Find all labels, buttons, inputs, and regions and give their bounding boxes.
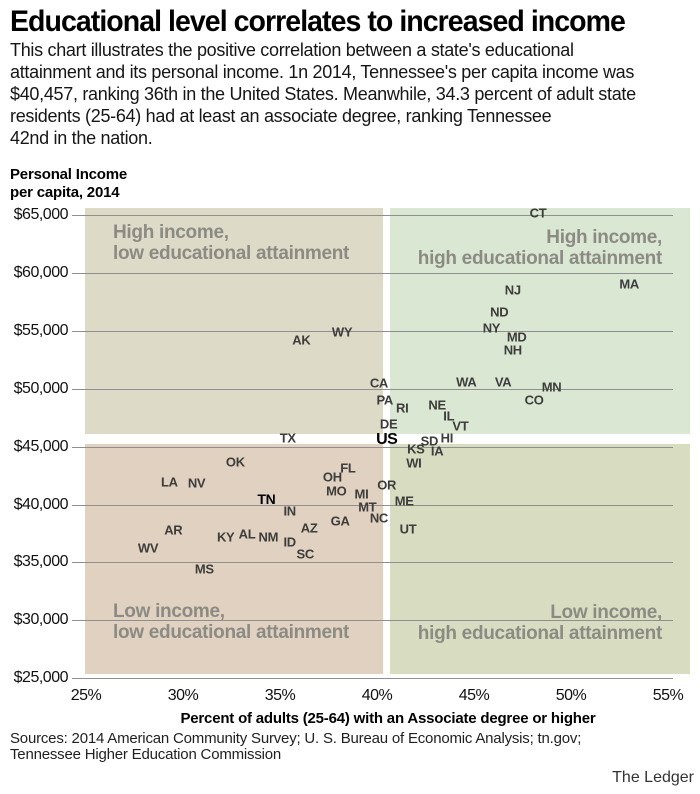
state-point-NV: NV bbox=[187, 475, 206, 491]
state-point-OH: OH bbox=[322, 469, 342, 485]
state-point-AZ: AZ bbox=[300, 520, 318, 536]
quadrant-label-bottom-left bbox=[113, 601, 349, 643]
state-point-WY: WY bbox=[331, 324, 353, 340]
state-point-DE: DE bbox=[379, 416, 398, 432]
state-point-UT: UT bbox=[399, 521, 417, 537]
quadrant-label-line: High income, bbox=[546, 227, 662, 248]
state-point-AL: AL bbox=[238, 526, 256, 542]
x-tick-label: 25% bbox=[70, 687, 102, 704]
y-tick-label: $60,000 bbox=[13, 264, 68, 281]
state-point-NH: NH bbox=[503, 342, 522, 358]
state-point-WI: WI bbox=[406, 455, 422, 471]
gridline-60000 bbox=[72, 273, 673, 274]
state-point-OK: OK bbox=[225, 454, 245, 470]
x-tick-label: 55% bbox=[652, 687, 684, 704]
us-average-point: US bbox=[376, 430, 398, 448]
state-point-WV: WV bbox=[137, 540, 159, 556]
x-tick-label: 35% bbox=[264, 687, 296, 704]
state-point-NE: NE bbox=[428, 397, 446, 413]
quadrant-label-line: Low income, bbox=[550, 602, 662, 623]
y-tick-label: $50,000 bbox=[13, 380, 68, 397]
text-line: Personal Income bbox=[10, 166, 128, 183]
credit-byline: The Ledger bbox=[612, 769, 694, 786]
quadrant-label-top-left bbox=[113, 222, 349, 264]
state-point-TX: TX bbox=[279, 430, 296, 446]
state-point-CA: CA bbox=[369, 375, 389, 391]
x-tick-label: 30% bbox=[167, 687, 199, 704]
quadrant-label-top-right bbox=[418, 227, 662, 269]
x-axis-title: Percent of adults (25-64) with an Associate degree or higher bbox=[180, 710, 596, 727]
x-tick-label: 45% bbox=[458, 687, 490, 704]
state-point-MS: MS bbox=[194, 561, 214, 577]
state-point-ME: ME bbox=[394, 493, 414, 509]
quadrant-label-line: high educational attainment bbox=[417, 248, 662, 269]
gridline-25000 bbox=[72, 678, 673, 679]
state-point-HI: HI bbox=[440, 430, 454, 446]
x-tick-label: 40% bbox=[361, 687, 393, 704]
state-point-PA: PA bbox=[376, 392, 393, 408]
state-point-IN: IN bbox=[283, 503, 296, 519]
state-point-MD: MD bbox=[506, 329, 527, 345]
state-point-MN: MN bbox=[541, 379, 562, 395]
quadrant-label-line: low educational attainment bbox=[113, 243, 350, 264]
quadrant-label-line: Low income, bbox=[113, 601, 225, 622]
state-point-IA: IA bbox=[430, 443, 444, 459]
state-point-RI: RI bbox=[396, 400, 409, 416]
text-line: $40,457, ranking 36th in the United States. Meanwhile, 34.3 percent of adult state bbox=[10, 84, 636, 104]
text-line: attainment and its personal income. 1n 2014, Tennessee's per capita income was bbox=[10, 62, 635, 82]
state-point-KY: KY bbox=[216, 529, 235, 545]
gridline-55000 bbox=[72, 331, 673, 332]
text-line: This chart illustrates the positive correlation between a state's educational bbox=[10, 40, 574, 60]
gridline-65000 bbox=[72, 215, 673, 216]
state-point-SD: SD bbox=[420, 433, 439, 449]
y-tick-label: $55,000 bbox=[13, 322, 68, 339]
state-point-SC: SC bbox=[296, 546, 314, 562]
quadrant-label-line: High income, bbox=[113, 222, 229, 243]
state-point-NY: NY bbox=[482, 320, 501, 336]
y-tick-label: $25,000 bbox=[13, 669, 68, 686]
text-line: Sources: 2014 American Community Survey; U. S. Bureau of Economic Analysis; tn.gov; bbox=[10, 730, 582, 747]
state-point-CT: CT bbox=[529, 205, 547, 221]
state-point-CO: CO bbox=[524, 392, 544, 408]
state-point-VA: VA bbox=[494, 374, 512, 390]
state-point-LA: LA bbox=[161, 474, 178, 490]
text-line: residents (25-64) had at least an associate degree, ranking Tennessee bbox=[10, 106, 552, 126]
gridline-35000 bbox=[72, 562, 673, 563]
text-line: per capita, 2014 bbox=[10, 184, 120, 201]
state-point-MT: MT bbox=[358, 499, 377, 515]
y-tick-label: $65,000 bbox=[13, 206, 68, 223]
x-tick-label: 50% bbox=[555, 687, 587, 704]
state-point-IL: IL bbox=[443, 408, 455, 424]
state-point-AR: AR bbox=[164, 522, 183, 538]
state-point-KS: KS bbox=[407, 441, 425, 457]
state-point-MI: MI bbox=[354, 486, 369, 502]
quadrant-label-line: low educational attainment bbox=[113, 622, 350, 643]
y-tick-label: $45,000 bbox=[13, 438, 68, 455]
sources-text bbox=[10, 731, 581, 763]
state-point-ID: ID bbox=[283, 534, 296, 550]
state-point-MA: MA bbox=[619, 276, 639, 292]
state-point-AK: AK bbox=[292, 332, 311, 348]
page-title: Educational level correlates to increased income bbox=[10, 5, 625, 38]
state-point-NJ: NJ bbox=[504, 282, 521, 298]
state-point-ND: ND bbox=[490, 304, 509, 320]
state-point-NM: NM bbox=[258, 529, 279, 545]
y-tick-label: $35,000 bbox=[13, 553, 68, 570]
y-tick-label: $30,000 bbox=[13, 611, 68, 628]
state-point-NC: NC bbox=[369, 510, 389, 526]
state-point-TN: TN bbox=[257, 491, 276, 508]
state-point-VT: VT bbox=[452, 418, 469, 434]
y-axis-title bbox=[10, 166, 127, 202]
state-point-WA: WA bbox=[456, 374, 477, 390]
text-line: 42nd in the nation. bbox=[10, 128, 153, 148]
gridline-45000 bbox=[72, 447, 673, 448]
quadrant-label-line: high educational attainment bbox=[417, 623, 662, 644]
y-tick-label: $40,000 bbox=[13, 496, 68, 513]
state-point-MO: MO bbox=[326, 483, 347, 499]
intro-text bbox=[10, 39, 636, 149]
quadrant-label-bottom-right bbox=[418, 602, 662, 644]
state-point-OR: OR bbox=[377, 477, 397, 493]
text-line: Tennessee Higher Education Commission bbox=[10, 746, 282, 763]
state-point-FL: FL bbox=[340, 460, 356, 476]
state-point-GA: GA bbox=[330, 513, 350, 529]
